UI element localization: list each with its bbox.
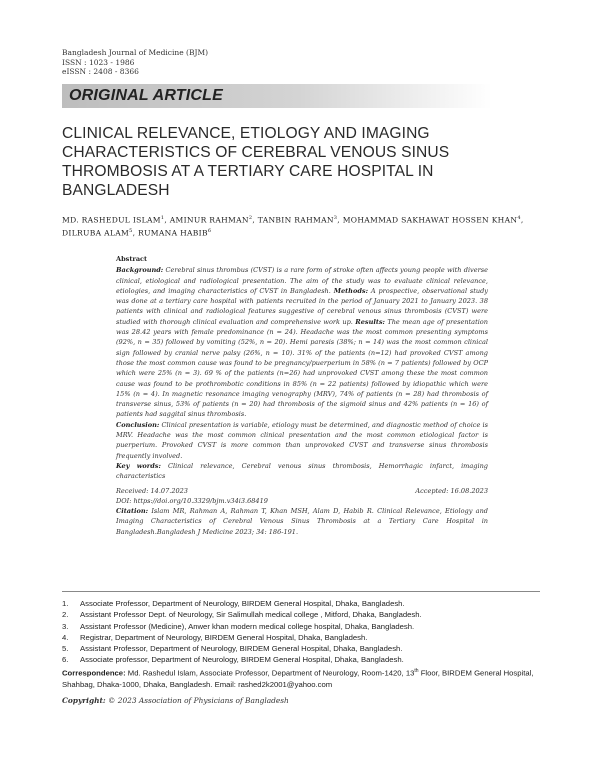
author-name: AMINUR RAHMAN: [169, 215, 249, 225]
author-affiliation-marker: 4: [517, 215, 521, 221]
author-separator: ,: [164, 215, 170, 225]
copyright-text: © 2023 Association of Physicians of Bangladesh: [108, 696, 289, 705]
author-separator: ,: [132, 228, 139, 238]
results-text: The mean age of presentation was 28.42 years with female predominance (n = 24). Headache was the most common presenting symptoms (92%, n = 35) followed by vomiting (52%, n = 20). Hemi paresis (38%; n = 14) was the most common clinical sign followed by cranial nerve palsy (26%, n = 10). 31% of the patients (n=12) had provoked CVST among those the most common cause was found to be pregnancy/puerperium in 58% (n = 7 patients) followed by OCP which were 25% (n = 3). 69 % of the patients (n=26) had unprovoked CVST among these the most common cause was found to be prothrombotic conditions in 85% (n = 22 patients) followed by idiopathic which were 15% (n = 4). In magnetic resonance imaging venography (MRV), 74% of patients (n = 28) had thrombosis of transverse sinus, 53% of patients (n = 20) had thrombosis of the sigmoid sinus and 42% patients (n = 16) of patients had saggital sinus thrombosis.: [116, 317, 488, 419]
author-affiliation-marker: 3: [333, 215, 338, 221]
keywords-label: Key words:: [116, 461, 161, 470]
copyright-line: [62, 696, 289, 705]
author-affiliation-marker: 6: [207, 227, 212, 234]
affiliation-text: Associate professor, Department of Neurology, BIRDEM General Hospital, Dhaka, Bangladesh.: [80, 655, 404, 665]
author-name: DILRUBA ALAM: [62, 228, 130, 238]
doi-link[interactable]: DOI: https://doi.org/10.3329/bjm.v34i3.68419: [116, 496, 268, 505]
affiliation-list: [62, 598, 542, 666]
background-label: Background:: [116, 266, 164, 275]
dates-row: [116, 486, 488, 496]
keywords-text: Clinical relevance, Cerebral venous sinus thrombosis, Hemorrhagic infarct, imaging characteristics: [116, 461, 488, 481]
article-type-label: ORIGINAL ARTICLE: [69, 87, 224, 104]
author-name: MOHAMMAD SAKHAWAT HOSSEN KHAN: [342, 215, 518, 225]
methods-label: Methods:: [333, 286, 368, 295]
journal-name: Bangladesh Journal of Medicine (BJM): [62, 48, 209, 57]
author-affiliation-marker: 1: [160, 215, 165, 221]
accepted-date: Accepted: 16.08.2023: [415, 486, 488, 495]
citation-text: Islam MR, Rahman A, Rahman T, Khan MSH, Alam D, Habib R. Clinical Relevance, Etiology and Imaging Characteristics of Cerebral Venous Sinus Thrombosis at a Tertiary Care Hospital in Bangladesh.Bangladesh J Medicine 2023; 34: 186-191.: [116, 507, 488, 536]
affiliations: [62, 598, 542, 690]
affiliation-number: 1.: [62, 599, 69, 608]
citation-paragraph: [116, 506, 488, 537]
affiliation-item: [62, 654, 542, 665]
author-name: RUMANA HABIB: [138, 228, 208, 238]
received-date: Received: 14.07.2023: [116, 486, 188, 495]
results-label: Results:: [355, 317, 385, 326]
correspondence-text: Md. Rashedul Islam, Associate Professor, Department of Neurology, Room-1420, 13: [127, 668, 415, 678]
journal-eissn: eISSN : 2408 - 8366: [62, 67, 139, 76]
author-name: TANBIN RAHMAN: [257, 215, 334, 225]
background-text: Cerebral sinus thrombus (CVST) is a rare form of stroke often affects young people with diverse clinical, etiological and radiological presentation. The aim of the study was to evaluate clinical relevance, etiologies, and imaging characteristics of CVST in Bangladesh.: [116, 266, 488, 295]
affiliation-item: [62, 632, 542, 643]
correspondence: [62, 666, 542, 690]
affiliation-text: Assistant Professor Dept. of Neurology, Sir Salimullah medical college , Mitford, Dhaka, Bangladesh.: [80, 610, 422, 620]
affiliation-text: Assistant Professor, Department of Neurology, BIRDEM General Hospital, Dhaka, Bangladesh.: [80, 644, 403, 654]
author-affiliation-marker: 5: [129, 227, 133, 234]
journal-issn: ISSN : 1023 - 1986: [62, 57, 135, 67]
author-list: [62, 213, 542, 238]
journal-info: [62, 48, 208, 77]
affiliation-item: [62, 621, 542, 632]
correspondence-label: Correspondence:: [62, 668, 126, 678]
copyright-label: Copyright:: [62, 696, 106, 705]
affiliation-number: 2.: [62, 610, 69, 620]
abstract-body: [116, 265, 488, 419]
author-affiliation-marker: 2: [248, 215, 253, 221]
affiliation-number: 6.: [62, 655, 69, 665]
author-separator: ,: [252, 215, 258, 225]
author-separator: ,: [520, 215, 524, 225]
abstract-section: [116, 254, 488, 537]
correspondence-text-2: Floor, BIRDEM General Hospital, Shahbag, Dhaka-1000, Dhaka, Bangladesh. Email: rashed2k2001@yahoo.com: [62, 668, 534, 689]
affiliation-text: Associate Professor, Department of Neurology, BIRDEM General Hospital, Dhaka, Bangladesh.: [80, 599, 405, 608]
citation-label: Citation:: [116, 507, 149, 516]
conclusion-text: Clinical presentation is variable, etiology must be determined, and diagnostic method of choice is MRV. Headache was the most common clinical presentation and the most common etiological factor is puerperium. Provoked CVST is more common than unprovoked CVST and transverse sinus thrombosis frequently involved.: [116, 420, 488, 460]
footnote-divider: [62, 591, 540, 592]
conclusion-label: Conclusion:: [116, 420, 160, 429]
abstract-heading: Abstract: [116, 255, 148, 263]
affiliation-number: 5.: [62, 644, 69, 654]
correspondence-sup: th: [414, 667, 419, 674]
article-type-banner: [62, 84, 492, 108]
affiliation-number: 3.: [62, 621, 69, 631]
affiliation-item: [62, 643, 542, 654]
article-title: CLINICAL RELEVANCE, ETIOLOGY AND IMAGING CHARACTERISTICS OF CEREBRAL VENOUS SINUS THROMBOSIS AT A TERTIARY CARE HOSPITAL IN BANGLADESH: [62, 125, 450, 199]
author-separator: ,: [337, 215, 343, 225]
conclusion-paragraph: [116, 420, 488, 461]
affiliation-item: [62, 598, 542, 609]
affiliation-number: 4.: [62, 632, 69, 642]
keywords-paragraph: [116, 461, 488, 482]
affiliation-item: [62, 609, 542, 620]
affiliation-text: Registrar, Department of Neurology, BIRDEM General Hospital, Dhaka, Bangladesh.: [80, 632, 368, 642]
author-name: MD. RASHEDUL ISLAM: [62, 215, 161, 225]
affiliation-text: Assistant Professor (Medicine), Anwer khan modern medical college hospital, Dhaka, Bangladesh.: [80, 621, 415, 631]
methods-text: A prospective, observational study was done at a tertiary care hospital with patients recruited in the period of January 2021 to January 2023. 38 patients with clinical and radiological features suggestive of cerebral venous sinus thrombosis (CVST) were studied with thorough clinical evaluation and comprehensive work up.: [116, 286, 489, 326]
